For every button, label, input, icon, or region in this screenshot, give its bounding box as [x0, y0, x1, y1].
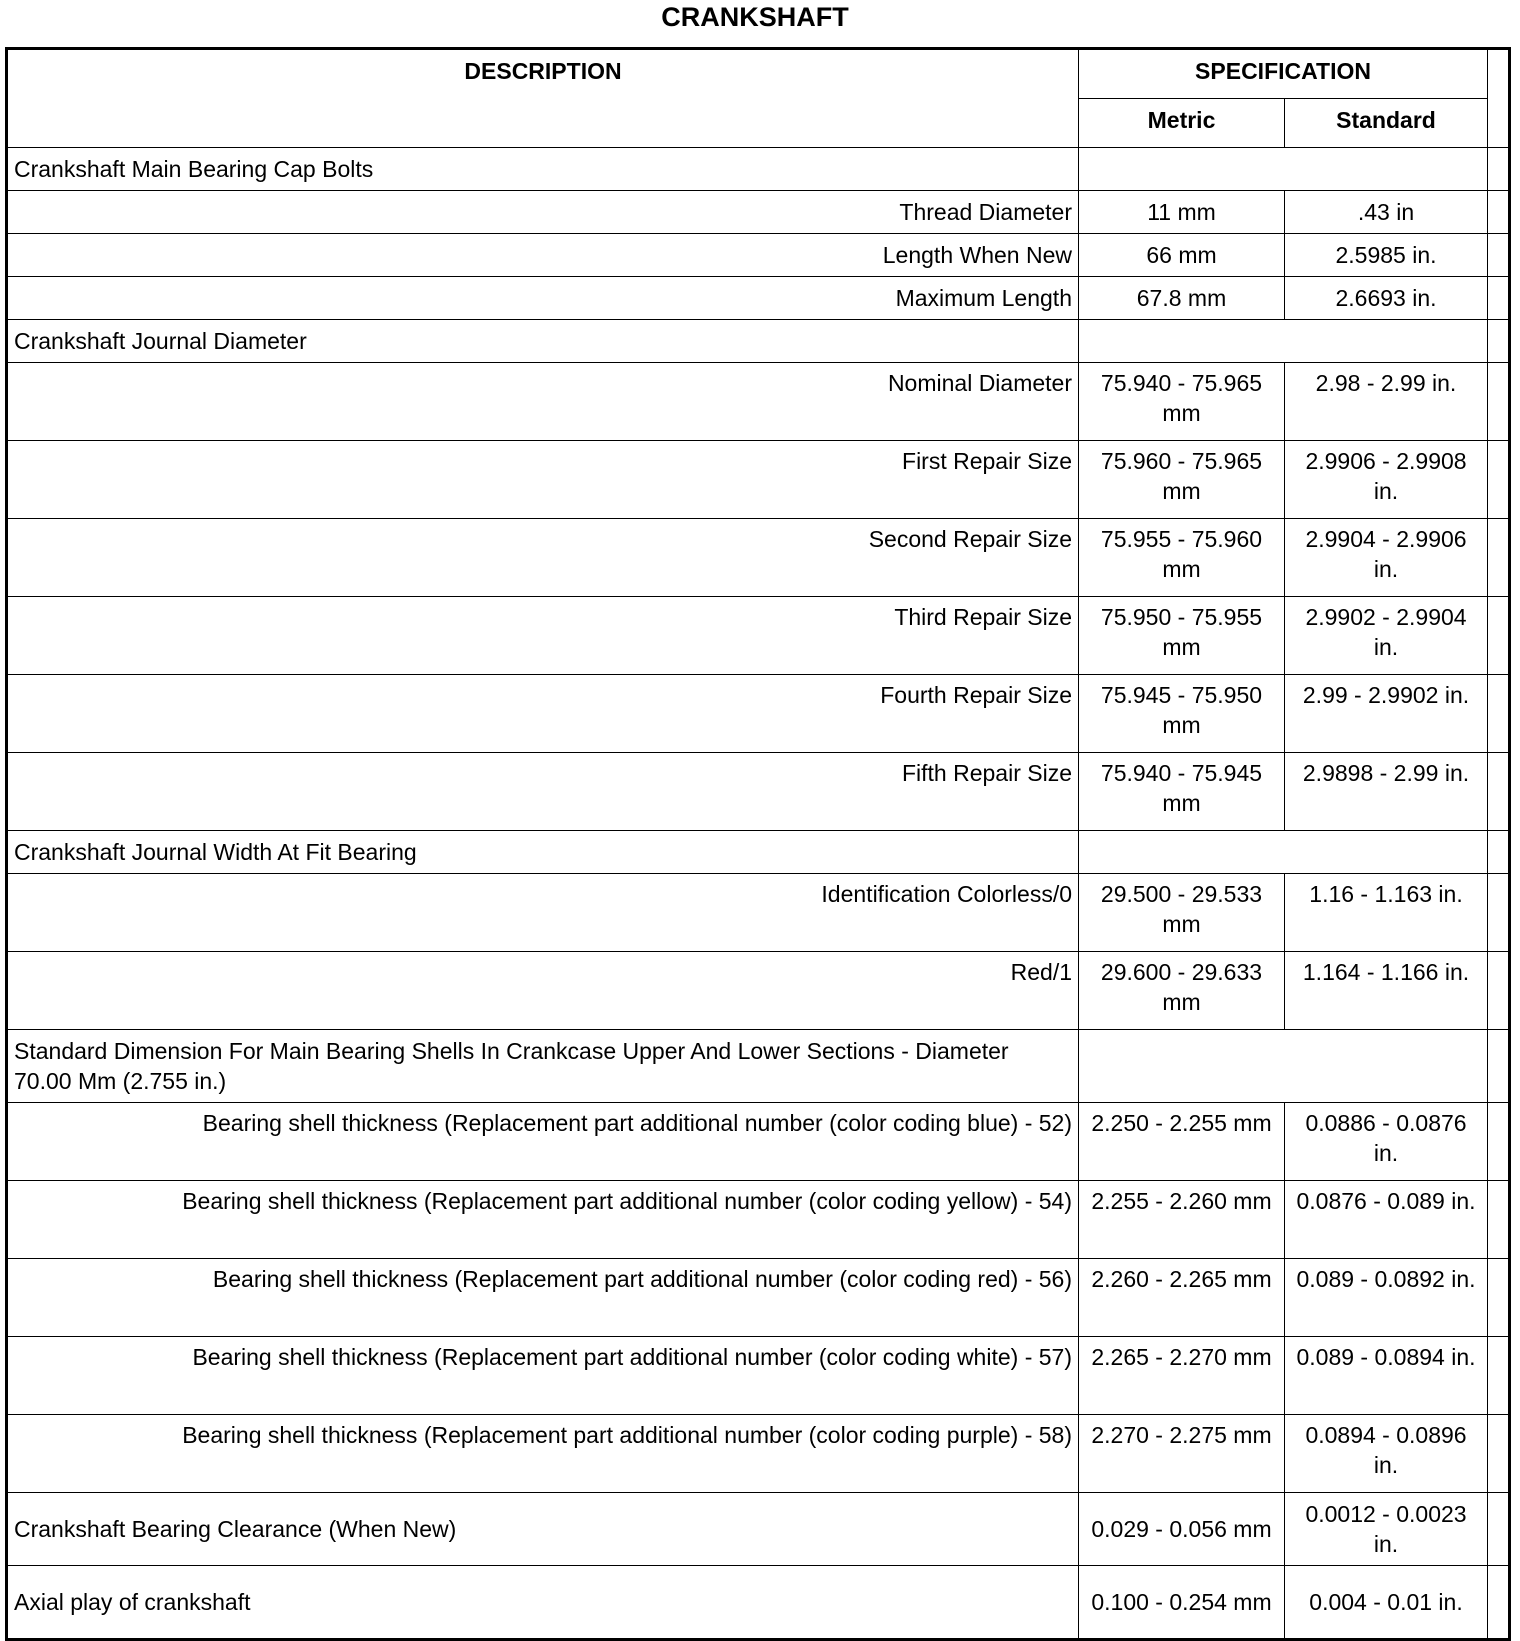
standard-value: 0.089 - 0.0892 in. — [1285, 1259, 1488, 1337]
blank-cell — [1488, 597, 1510, 675]
crankshaft-spec-table — [5, 47, 1511, 1641]
group-row — [7, 148, 1510, 191]
table-row — [7, 1415, 1510, 1493]
item-description: Axial play of crankshaft — [7, 1566, 1079, 1640]
item-description: Length When New — [7, 234, 1079, 277]
metric-value: 75.960 - 75.965 mm — [1079, 441, 1285, 519]
blank-cell — [1488, 320, 1510, 363]
blank-cell — [1488, 1181, 1510, 1259]
group-description: Crankshaft Journal Width At Fit Bearing — [7, 831, 1079, 874]
table-row — [7, 597, 1510, 675]
table-row — [7, 1181, 1510, 1259]
metric-value: 0.029 - 0.056 mm — [1079, 1493, 1285, 1566]
blank-cell — [1488, 1566, 1510, 1640]
table-row — [7, 1493, 1510, 1566]
table-row — [7, 1103, 1510, 1181]
standard-value: 0.0876 - 0.089 in. — [1285, 1181, 1488, 1259]
metric-value: 75.940 - 75.945 mm — [1079, 753, 1285, 831]
metric-value: 2.260 - 2.265 mm — [1079, 1259, 1285, 1337]
standard-value: 1.16 - 1.163 in. — [1285, 874, 1488, 952]
blank-cell — [1488, 753, 1510, 831]
blank-cell — [1488, 277, 1510, 320]
description-header: DESCRIPTION — [7, 49, 1079, 148]
standard-value: 0.004 - 0.01 in. — [1285, 1566, 1488, 1640]
item-description: Nominal Diameter — [7, 363, 1079, 441]
standard-value: 1.164 - 1.166 in. — [1285, 952, 1488, 1030]
specification-header: SPECIFICATION — [1079, 49, 1488, 99]
item-description: Second Repair Size — [7, 519, 1079, 597]
blank-cell — [1488, 363, 1510, 441]
table-row — [7, 234, 1510, 277]
standard-value: 2.5985 in. — [1285, 234, 1488, 277]
blank-column — [1488, 49, 1510, 148]
table-row — [7, 1566, 1510, 1640]
blank-cell — [1488, 831, 1510, 874]
page-title: CRANKSHAFT — [661, 2, 849, 32]
empty-spec-cell — [1079, 320, 1488, 363]
empty-spec-cell — [1079, 831, 1488, 874]
table-row — [7, 874, 1510, 952]
group-description: Standard Dimension For Main Bearing Shells In Crankcase Upper And Lower Sections - Diameter 70.00 Mm (2.755 in.) — [7, 1030, 1079, 1103]
metric-value: 2.270 - 2.275 mm — [1079, 1415, 1285, 1493]
metric-value: 2.255 - 2.260 mm — [1079, 1181, 1285, 1259]
metric-value: 2.265 - 2.270 mm — [1079, 1337, 1285, 1415]
blank-cell — [1488, 191, 1510, 234]
standard-value: 2.99 - 2.9902 in. — [1285, 675, 1488, 753]
blank-cell — [1488, 1415, 1510, 1493]
standard-value: 0.089 - 0.0894 in. — [1285, 1337, 1488, 1415]
item-description: Fourth Repair Size — [7, 675, 1079, 753]
blank-cell — [1488, 234, 1510, 277]
table-row — [7, 753, 1510, 831]
item-description: Bearing shell thickness (Replacement part additional number (color coding blue) - 52) — [7, 1103, 1079, 1181]
blank-cell — [1488, 1493, 1510, 1566]
metric-value: 66 mm — [1079, 234, 1285, 277]
standard-value: 0.0012 - 0.0023 in. — [1285, 1493, 1488, 1566]
metric-value: 75.940 - 75.965 mm — [1079, 363, 1285, 441]
group-description: Crankshaft Journal Diameter — [7, 320, 1079, 363]
empty-spec-cell — [1079, 148, 1488, 191]
standard-value: .43 in — [1285, 191, 1488, 234]
table-row — [7, 363, 1510, 441]
table-row — [7, 277, 1510, 320]
metric-value: 75.945 - 75.950 mm — [1079, 675, 1285, 753]
standard-header: Standard — [1285, 99, 1488, 148]
metric-value: 11 mm — [1079, 191, 1285, 234]
standard-value: 2.9904 - 2.9906 in. — [1285, 519, 1488, 597]
item-description: Bearing shell thickness (Replacement part additional number (color coding red) - 56) — [7, 1259, 1079, 1337]
standard-value: 2.98 - 2.99 in. — [1285, 363, 1488, 441]
group-row — [7, 1030, 1510, 1103]
blank-cell — [1488, 441, 1510, 519]
blank-cell — [1488, 1103, 1510, 1181]
item-description: Maximum Length — [7, 277, 1079, 320]
blank-cell — [1488, 675, 1510, 753]
item-description: Bearing shell thickness (Replacement part additional number (color coding white) - 57) — [7, 1337, 1079, 1415]
table-row — [7, 1259, 1510, 1337]
standard-value: 2.6693 in. — [1285, 277, 1488, 320]
blank-cell — [1488, 148, 1510, 191]
table-row — [7, 519, 1510, 597]
group-row — [7, 831, 1510, 874]
item-description: Third Repair Size — [7, 597, 1079, 675]
table-row — [7, 191, 1510, 234]
blank-cell — [1488, 1030, 1510, 1103]
item-description: Bearing shell thickness (Replacement part additional number (color coding purple) - 58) — [7, 1415, 1079, 1493]
item-description: First Repair Size — [7, 441, 1079, 519]
blank-cell — [1488, 952, 1510, 1030]
item-description: Fifth Repair Size — [7, 753, 1079, 831]
blank-cell — [1488, 1259, 1510, 1337]
item-description: Thread Diameter — [7, 191, 1079, 234]
blank-cell — [1488, 519, 1510, 597]
item-description: Identification Colorless/0 — [7, 874, 1079, 952]
metric-value: 67.8 mm — [1079, 277, 1285, 320]
standard-value: 0.0886 - 0.0876 in. — [1285, 1103, 1488, 1181]
standard-value: 0.0894 - 0.0896 in. — [1285, 1415, 1488, 1493]
standard-value: 2.9898 - 2.99 in. — [1285, 753, 1488, 831]
table-row — [7, 441, 1510, 519]
item-description: Red/1 — [7, 952, 1079, 1030]
metric-value: 75.950 - 75.955 mm — [1079, 597, 1285, 675]
metric-value: 0.100 - 0.254 mm — [1079, 1566, 1285, 1640]
metric-header: Metric — [1079, 99, 1285, 148]
metric-value: 2.250 - 2.255 mm — [1079, 1103, 1285, 1181]
standard-value: 2.9902 - 2.9904 in. — [1285, 597, 1488, 675]
metric-value: 29.500 - 29.533 mm — [1079, 874, 1285, 952]
empty-spec-cell — [1079, 1030, 1488, 1103]
table-row — [7, 952, 1510, 1030]
item-description: Bearing shell thickness (Replacement part additional number (color coding yellow) - 54) — [7, 1181, 1079, 1259]
blank-cell — [1488, 1337, 1510, 1415]
group-description: Crankshaft Main Bearing Cap Bolts — [7, 148, 1079, 191]
table-row — [7, 675, 1510, 753]
standard-value: 2.9906 - 2.9908 in. — [1285, 441, 1488, 519]
item-description: Crankshaft Bearing Clearance (When New) — [7, 1493, 1079, 1566]
table-row — [7, 1337, 1510, 1415]
metric-value: 29.600 - 29.633 mm — [1079, 952, 1285, 1030]
blank-cell — [1488, 874, 1510, 952]
metric-value: 75.955 - 75.960 mm — [1079, 519, 1285, 597]
group-row — [7, 320, 1510, 363]
